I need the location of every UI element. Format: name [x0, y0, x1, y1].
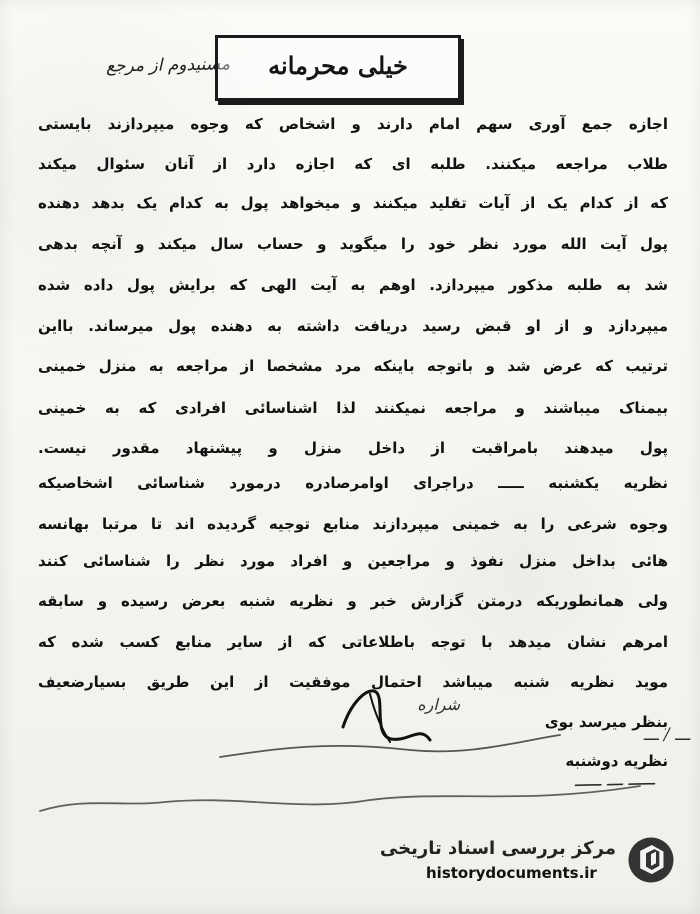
document-line: بیمناک میباشند و مراجعه نمیکنند لذا اشناسائی افرادی که به خمینی — [38, 399, 668, 417]
document-line: شد به طلبه مذکور میپردازد. اوهم به آیت الهی که برایش پول داده شده — [38, 276, 668, 294]
document-line: که از کدام یک از آیات تقلید میکنند و میخواهد پول به کدام یک بدهد دهنده — [38, 194, 668, 212]
document-line: نظریه یکشنبه ـــــ دراجرای اوامرصادره درمورد شناسائی اشخاصیکه — [38, 474, 668, 492]
document-line: وجوه شرعی را به خمینی میپردازند منابع توجیه گردیده اند تا مرتبا بهانسه — [38, 515, 668, 533]
handwritten-signature-1: شراره — [417, 695, 460, 714]
document-line: میپردازد و از او قبض رسید دریافت داشته به دهنده پول میرساند. بااین — [38, 317, 668, 335]
document-line: امرهم نشان میدهد با توجه باطلاعاتی که از سایر منابع کسب شده که — [38, 633, 668, 651]
watermark-url: historydocuments.ir — [426, 863, 597, 882]
document-line: موید نظریه شنبه میباشد احتمال موفقیت از این طریق بسیارضعیف — [38, 673, 668, 691]
handwritten-signature-2: ـــ / ـــ — [643, 725, 690, 745]
document-line: اجازه جمع آوری سهم امام دارند و اشخاص که وجوه میپردازند بایستی — [38, 115, 668, 133]
classification-stamp — [215, 35, 461, 101]
document-line: بنظر میرسد بوی — [544, 713, 668, 731]
handwritten-note: ـــــ ـــ ـــــ — [574, 768, 655, 792]
document-line: هائی بداخل منزل نفوذ و مراجعین و افراد مورد نظر را شناسائی کنند — [38, 552, 668, 570]
document-line: پول میدهند بامراقبت از داخل منزل و پیشنهاد مقدور نیست. — [38, 439, 668, 457]
document-line: ولی همانطوریکه درمتن گزارش خبر و نظریه شنبه بعرض رسیده و سابقه — [38, 592, 668, 610]
classification-label: خیلی محرمانه — [268, 51, 408, 80]
watermark-text — [379, 837, 616, 882]
history-documents-watermark — [379, 824, 676, 896]
document-line: پول آیت الله مورد نظر خود را میگوید و حساب سال میکند و آنچه بدهی — [38, 235, 668, 253]
archive-logo-icon — [626, 831, 676, 889]
header-handwritten-note: مسنیدوم از مرجع — [105, 54, 231, 77]
document-line: نظریه دوشنبه — [565, 752, 668, 770]
document-line: طلاب مراجعه میکنند. طلبه ای که اجازه دارد از آنان سئوال میکند — [38, 155, 668, 173]
document-line: ترتیب که عرض شد و باتوجه باینکه مرد مشخصا از مراجعه به منزل خمینی — [38, 357, 668, 375]
watermark-title: مرکز بررسی اسناد تاریخی — [379, 837, 616, 859]
